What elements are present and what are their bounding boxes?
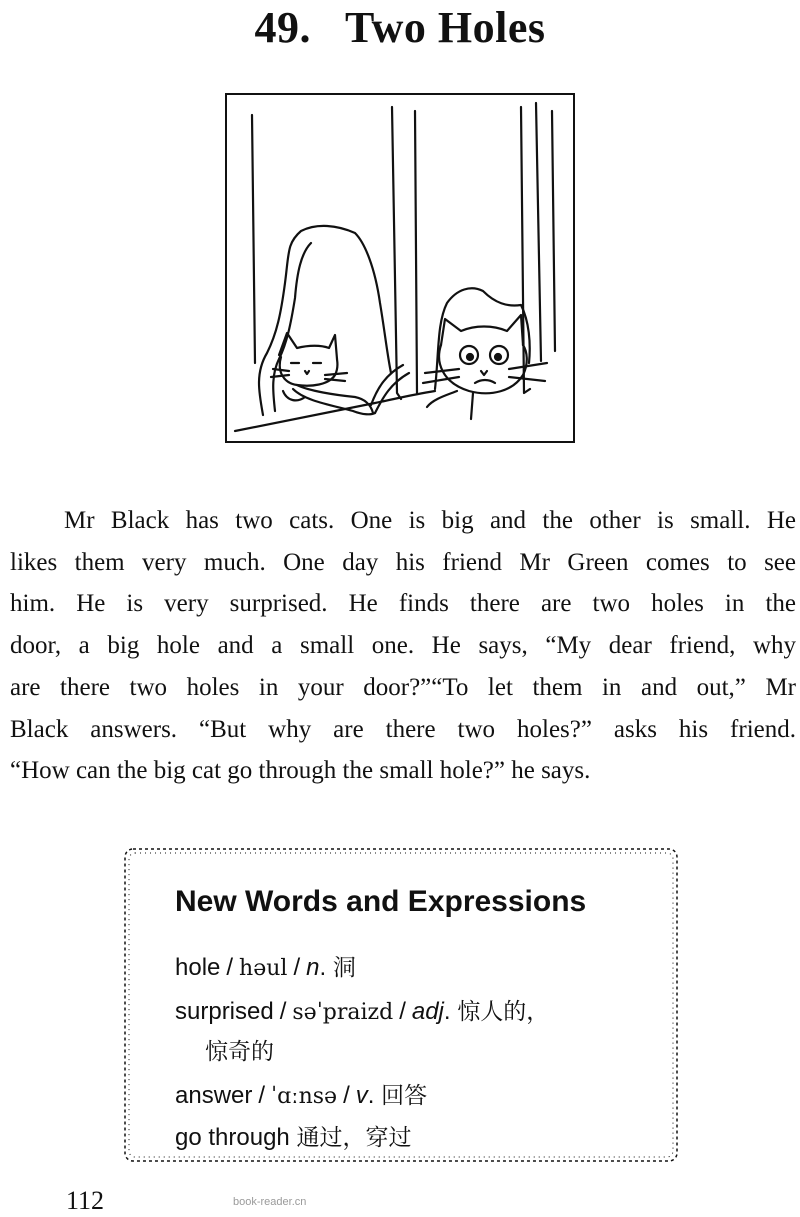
lesson-number: 49. [254,3,312,52]
story-line: Mr Black has two cats. One is big and the other is small. He [64,507,796,534]
vocab-meaning: 通过，穿过 [296,1125,412,1151]
page-number: 112 [66,1186,105,1215]
cats-illustration [225,93,575,443]
story-text [10,500,796,792]
vocab-word: go through [175,1124,290,1151]
vocab-entry: answer / ˈɑːnsə / v. 回答 [175,1082,428,1109]
vocab-meaning: 回答 [381,1083,428,1109]
vocab-part-of-speech: v [355,1082,368,1109]
vocab-word: surprised [175,998,274,1025]
vocab-entry [175,1119,411,1152]
vocab-meaning: 惊奇的 [205,1039,274,1065]
story-line: Black answers. “But why are there two holes?” asks his friend. [10,715,796,743]
vocab-entry: surprised / səˈpraizd / adj. 惊人的， [175,998,550,1025]
story-line: likes them very much. One day his friend Mr Green comes to see [10,548,796,576]
vocab-part-of-speech: n [306,954,320,981]
vocab-part-of-speech: adj [411,998,444,1025]
vocab-word: answer [175,1082,253,1109]
lesson-title [0,2,800,53]
vocab-phonetic: ˈɑːnsə [271,1084,338,1109]
vocab-word: hole [175,954,221,981]
story-line: him. He is very surprised. He finds there are two holes in the [10,590,796,618]
lesson-title-text: Two Holes [345,3,546,52]
vocabulary-heading: New Words and Expressions [175,885,587,918]
story-line: are there two holes in your door?”“To let them in and out,” Mr [10,673,796,701]
vocabulary-box [121,843,681,1166]
vocab-entry: hole / həul / n. 洞 [175,954,356,981]
story-line: “How can the big cat go through the small hole?” he says. [10,757,591,785]
vocab-meaning: 惊人的， [457,999,550,1025]
vocab-phonetic: həul [239,956,288,981]
vocab-entry-continuation [205,1033,274,1066]
vocab-meaning: 洞 [332,955,356,981]
story-line: door, a big hole and a small one. He says, “My dear friend, why [10,632,796,660]
watermark: book-reader.cn [233,1196,307,1208]
vocab-phonetic: səˈpraizd [292,1000,394,1025]
